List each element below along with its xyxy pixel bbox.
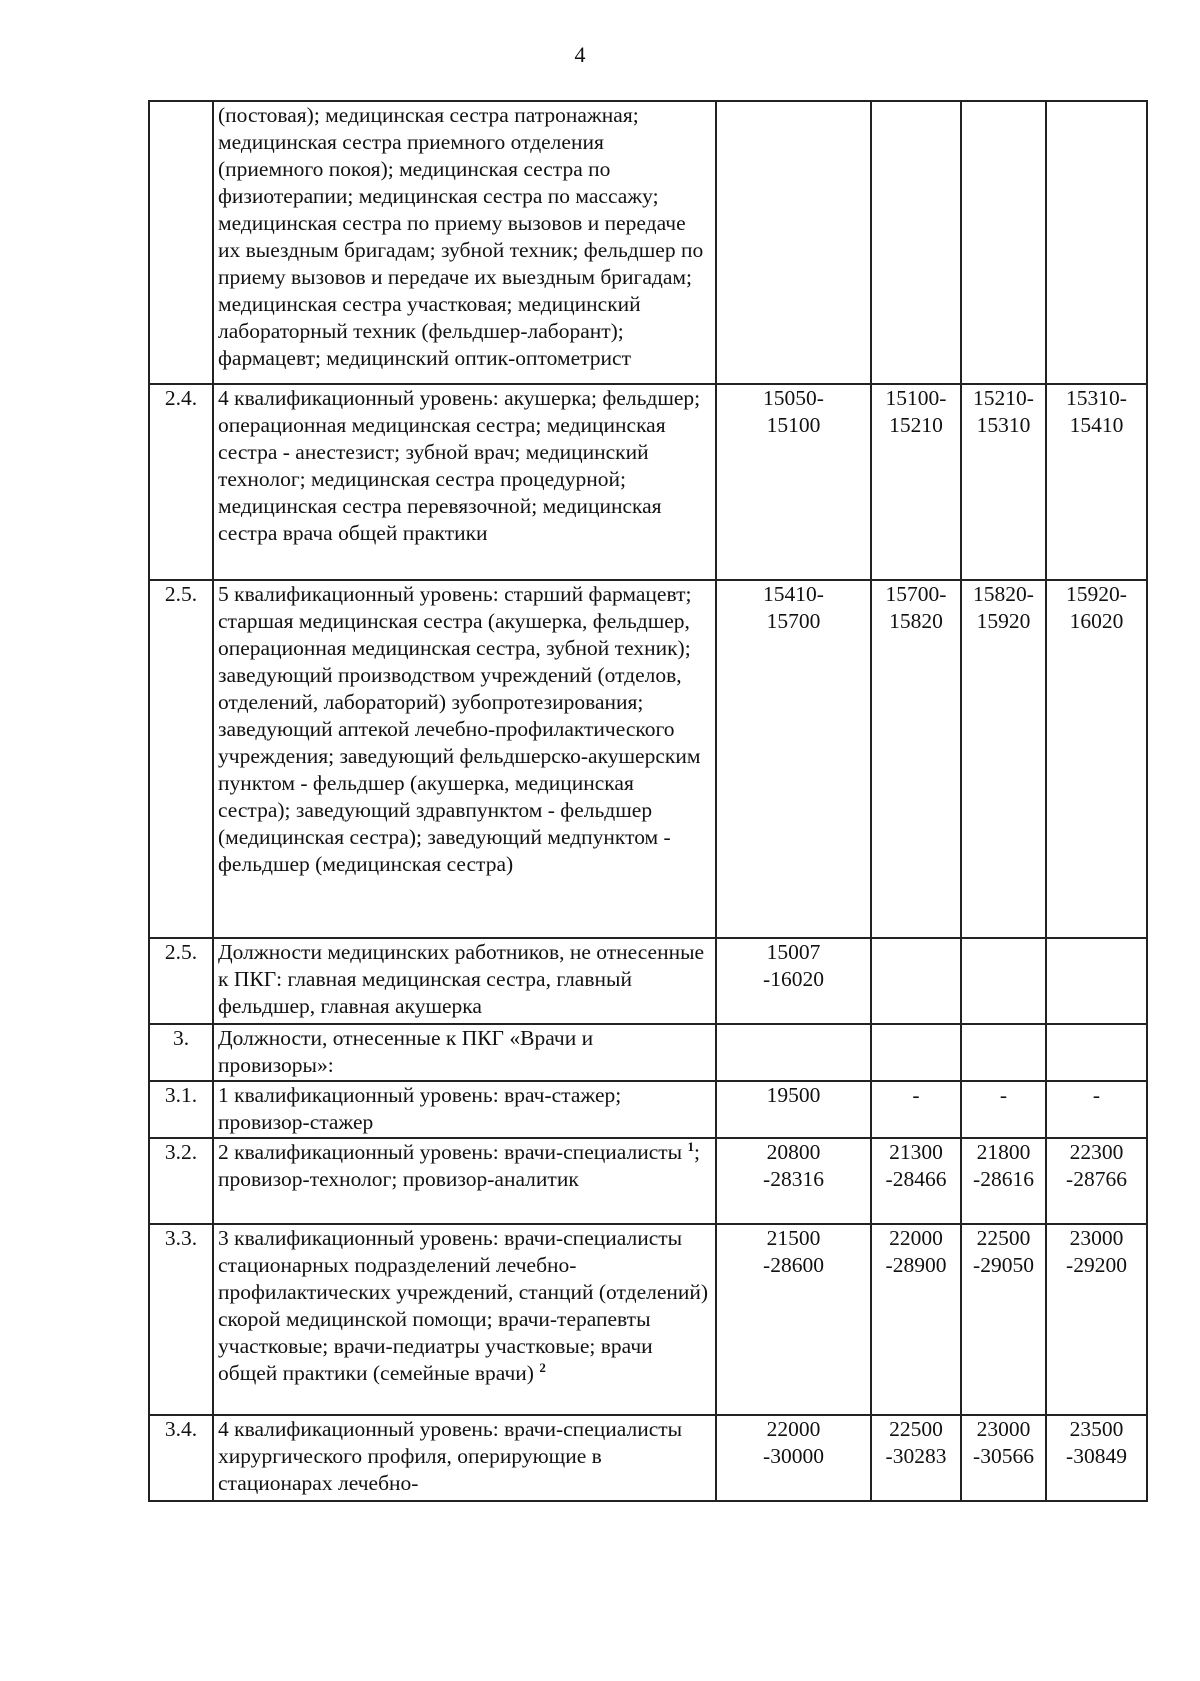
- footnote-marker: 1: [687, 1138, 694, 1154]
- row-number: 3.2.: [149, 1138, 213, 1224]
- row-number: 2.5.: [149, 580, 213, 938]
- salary-range-2: [871, 938, 961, 1024]
- salary-range-1: 15007 -16020: [716, 938, 871, 1024]
- salary-range-2: 21300 -28466: [871, 1138, 961, 1224]
- salary-range-2: [871, 101, 961, 384]
- row-number: 3.4.: [149, 1415, 213, 1501]
- salary-range-1: 20800 -28316: [716, 1138, 871, 1224]
- position-description: 4 квалификационный уровень: врачи-специалисты хирургического профиля, оперирующие в стационарах лечебно-: [213, 1415, 716, 1501]
- salary-range-4: 15920- 16020: [1046, 580, 1147, 938]
- row-number: 2.4.: [149, 384, 213, 580]
- salary-range-1: 21500 -28600: [716, 1224, 871, 1415]
- salary-range-4: 15310- 15410: [1046, 384, 1147, 580]
- salary-range-1: [716, 101, 871, 384]
- salary-range-3: 23000 -30566: [961, 1415, 1046, 1501]
- page-number: 4: [574, 42, 586, 67]
- salary-range-3: [961, 101, 1046, 384]
- salary-range-3: -: [961, 1081, 1046, 1138]
- salary-range-2: 15100- 15210: [871, 384, 961, 580]
- salary-range-3: 22500 -29050: [961, 1224, 1046, 1415]
- salary-range-2: 22500 -30283: [871, 1415, 961, 1501]
- table-row: [149, 1415, 1147, 1501]
- salary-range-2: 15700- 15820: [871, 580, 961, 938]
- footnote-marker: 2: [539, 1359, 546, 1375]
- salary-range-4: -: [1046, 1081, 1147, 1138]
- salary-range-1: [716, 1024, 871, 1081]
- table-row: [149, 580, 1147, 938]
- row-number: 3.: [149, 1024, 213, 1081]
- position-description: 5 квалификационный уровень: старший фармацевт; старшая медицинская сестра (акушерка, фельдшер, операционная медицинская сестра, зубной техник); заведующий производством учреждений (отделов, отделений, лабораторий) зубопротезирования; заведующий аптекой лечебно-профилактического учреждения; заведующий фельдшерско-акушерским пунктом - фельдшер (акушерка, медицинская сестра); заведующий здравпунктом - фельдшер (медицинская сестра); заведующий медпунктом - фельдшер (медицинская сестра): [213, 580, 716, 938]
- position-description: [213, 1224, 716, 1415]
- table-row: [149, 384, 1147, 580]
- salary-range-2: -: [871, 1081, 961, 1138]
- table-row: [149, 1081, 1147, 1138]
- row-number: 3.3.: [149, 1224, 213, 1415]
- position-description: Должности, отнесенные к ПКГ «Врачи и провизоры»:: [213, 1024, 716, 1081]
- position-description: [213, 1138, 716, 1224]
- row-number: 2.5.: [149, 938, 213, 1024]
- salary-range-1: 15410- 15700: [716, 580, 871, 938]
- position-description: 1 квалификационный уровень: врач-стажер; провизор-стажер: [213, 1081, 716, 1138]
- salary-range-3: 15820- 15920: [961, 580, 1046, 938]
- salary-range-4: 22300 -28766: [1046, 1138, 1147, 1224]
- row-number: [149, 101, 213, 384]
- table-row: [149, 1138, 1147, 1224]
- salary-range-2: [871, 1024, 961, 1081]
- salary-range-1: 15050- 15100: [716, 384, 871, 580]
- table-row: [149, 101, 1147, 384]
- description-text: ; провизор-технолог; провизор-аналитик: [218, 1140, 700, 1191]
- table-row: [149, 938, 1147, 1024]
- salary-range-1: 19500: [716, 1081, 871, 1138]
- salary-range-4: [1046, 938, 1147, 1024]
- table-row: [149, 1224, 1147, 1415]
- salary-table: [148, 100, 1148, 1502]
- salary-range-2: 22000 -28900: [871, 1224, 961, 1415]
- position-description: (постовая); медицинская сестра патронажная; медицинская сестра приемного отделения (приемного покоя); медицинская сестра по физиотерапии; медицинская сестра по массажу; медицинская сестра по приему вызовов и передаче их выездным бригадам; зубной техник; фельдшер по приему вызовов и передаче их выездным бригадам; медицинская сестра участковая; медицинский лабораторный техник (фельдшер-лаборант); фармацевт; медицинский оптик-оптометрист: [213, 101, 716, 384]
- position-description: 4 квалификационный уровень: акушерка; фельдшер; операционная медицинская сестра; медицинская сестра - анестезист; зубной врач; медицинский технолог; медицинская сестра процедурной; медицинская сестра перевязочной; медицинская сестра врача общей практики: [213, 384, 716, 580]
- description-text: 3 квалификационный уровень: врачи-специалисты стационарных подразделений лечебно-профилактических учреждений, станций (отделений) скорой медицинской помощи; врачи-терапевты участковые; врачи-педиатры участковые; врачи общей практики (семейные врачи): [218, 1226, 709, 1385]
- salary-range-4: 23000 -29200: [1046, 1224, 1147, 1415]
- salary-range-4: [1046, 101, 1147, 384]
- salary-range-1: 22000 -30000: [716, 1415, 871, 1501]
- salary-range-3: [961, 938, 1046, 1024]
- row-number: 3.1.: [149, 1081, 213, 1138]
- salary-range-3: 15210- 15310: [961, 384, 1046, 580]
- salary-range-3: [961, 1024, 1046, 1081]
- salary-range-4: [1046, 1024, 1147, 1081]
- description-text: 2 квалификационный уровень: врачи-специалисты: [218, 1140, 688, 1164]
- table-row: [149, 1024, 1147, 1081]
- salary-range-4: 23500 -30849: [1046, 1415, 1147, 1501]
- salary-range-3: 21800 -28616: [961, 1138, 1046, 1224]
- position-description: Должности медицинских работников, не отнесенные к ПКГ: главная медицинская сестра, главный фельдшер, главная акушерка: [213, 938, 716, 1024]
